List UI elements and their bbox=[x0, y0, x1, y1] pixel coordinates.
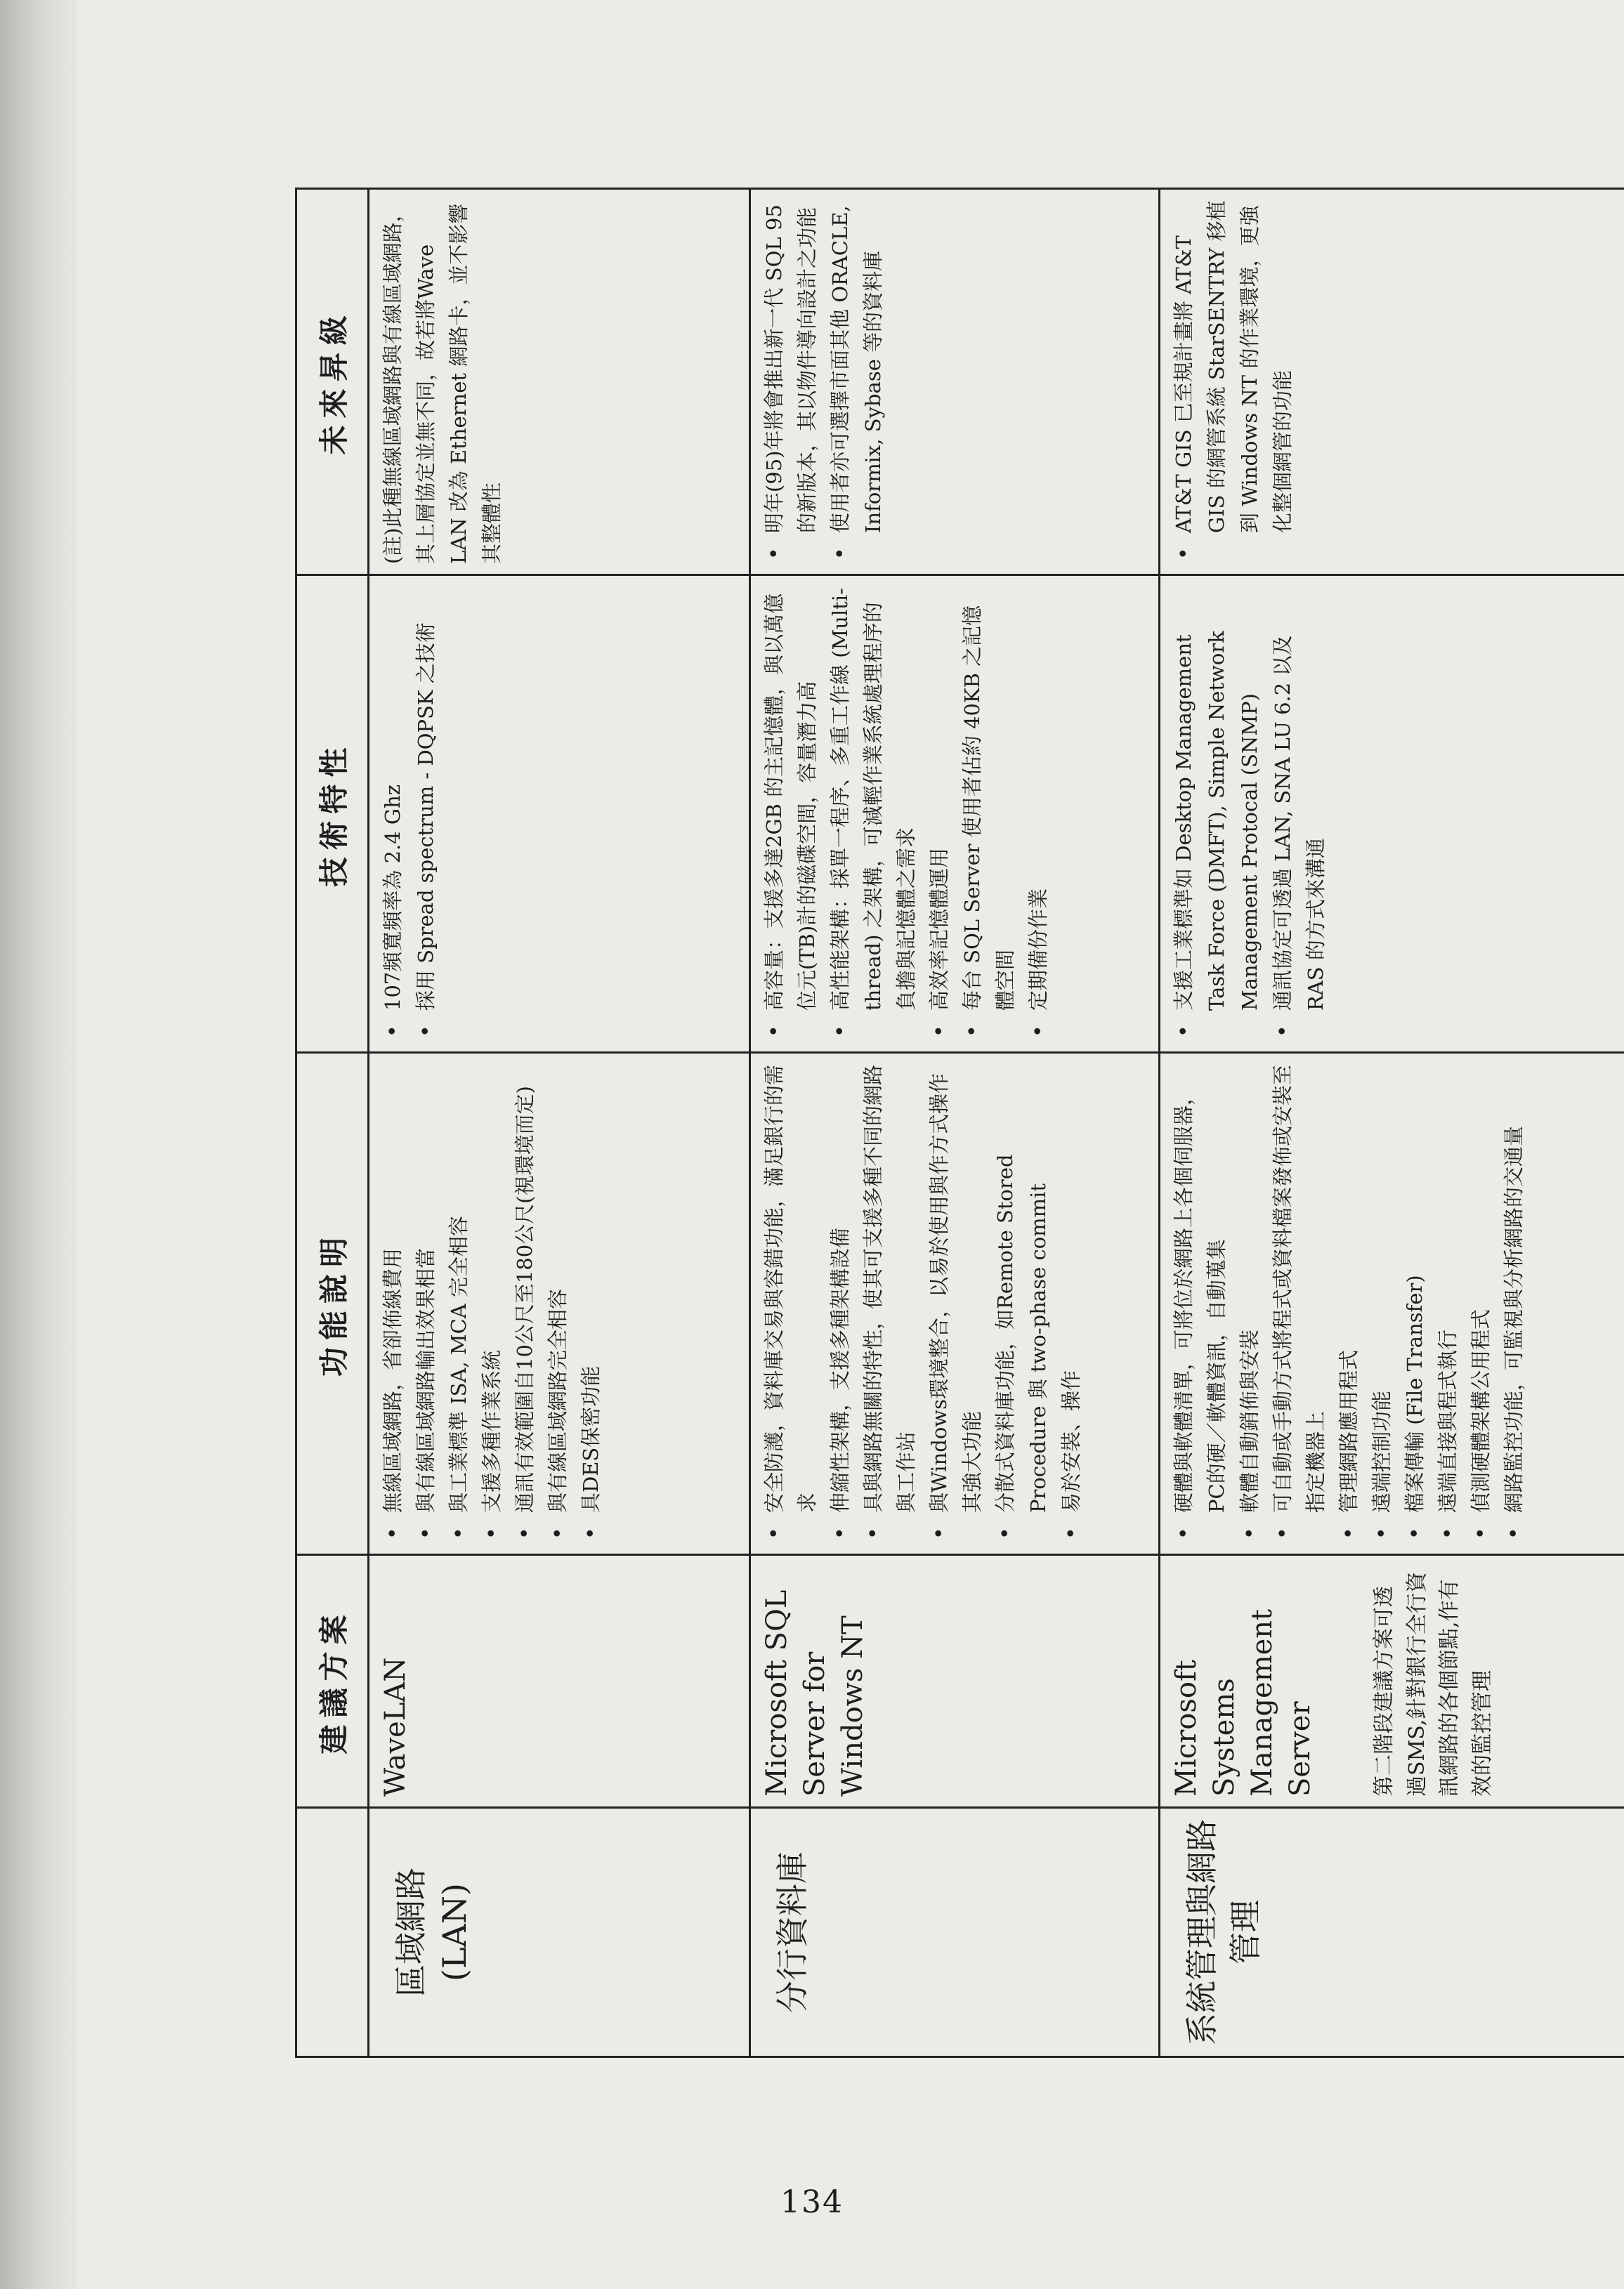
future-cell bbox=[1160, 189, 1624, 575]
list-item: • 與工業標準 ISA, MCA 完全相容 bbox=[443, 1063, 476, 1513]
list-item: • 通訊有效範圍自10公尺至180公尺(視環境而定) bbox=[509, 1063, 542, 1513]
solution-cell bbox=[369, 1555, 750, 1808]
list-item: • 遠端控制功能 bbox=[1366, 1063, 1399, 1513]
category-label: 分行資料庫 bbox=[773, 1851, 811, 2013]
list-item: • 具DES保密功能 bbox=[575, 1063, 608, 1513]
tech-list bbox=[1167, 586, 1332, 1042]
list-item: • 支援多種作業系統 bbox=[476, 1063, 509, 1513]
list-item: • 使用者亦可選擇市面其他 ORACLE, Informix, Sybase 等的資料庫 bbox=[824, 199, 890, 533]
list-item: • 與有線區域網路輸出效果相當 bbox=[410, 1063, 443, 1513]
list-item: • 每台 SQL Server 使用者佔約 40KB 之記憶體空間 bbox=[956, 586, 1022, 1011]
solution-cell bbox=[750, 1555, 1160, 1808]
future-cell bbox=[369, 189, 750, 575]
list-item: • 高容量：支援多達2GB 的主記憶體，與以萬億位元(TB)計的磁碟空間，容量潛力高 bbox=[758, 586, 824, 1011]
solution-name: WaveLAN bbox=[379, 1657, 412, 1797]
list-item: • 支援工業標準如 Desktop Management Task Force (DMFT), Simple Network Management Protocal (SNMP) bbox=[1167, 586, 1266, 1011]
table-header-row bbox=[296, 189, 369, 2057]
functions-cell bbox=[1160, 1053, 1624, 1555]
list-item: • 網路監控功能，可監視與分析網路的交通量 bbox=[1498, 1063, 1531, 1513]
list-item: • 檔案傳輸 (File Transfer) bbox=[1399, 1063, 1432, 1513]
future-list bbox=[1167, 199, 1299, 564]
rotated-table-container bbox=[295, 188, 1624, 2058]
page-number: 134 bbox=[780, 2184, 844, 2220]
list-item: • 與有線區域網路完全相容 bbox=[542, 1063, 575, 1513]
list-item: • AT&T GIS 已至規計畫將 AT&T GIS 的網管系統 StarSENTRY 移植到 Windows NT 的作業環境，更強化整個網管的功能 bbox=[1167, 199, 1299, 533]
list-item: • 軟體自動銷佈與安裝 bbox=[1233, 1063, 1266, 1513]
category-cell bbox=[369, 1808, 750, 2057]
list-item: • 遠端直接與程式執行 bbox=[1432, 1063, 1465, 1513]
header-future: 未來昇級 bbox=[296, 189, 369, 575]
tech-cell bbox=[1160, 575, 1624, 1053]
solution-cell bbox=[1160, 1555, 1624, 1808]
category-label: 系統管理與網路管理 bbox=[1183, 1819, 1265, 2045]
category-cell bbox=[1160, 1808, 1624, 2057]
functions-list bbox=[1167, 1063, 1531, 1544]
list-item: • 管理網路應用程式 bbox=[1332, 1063, 1366, 1513]
functions-list bbox=[758, 1063, 1088, 1544]
future-note: (註)此種無線區域網路與有線區域網路，其上層協定並無不同，故若將Wave LAN 改為 Ethernet 網路卡，並不影響其整體性 bbox=[381, 202, 504, 564]
tech-list bbox=[758, 586, 1055, 1042]
functions-list bbox=[376, 1063, 608, 1544]
tech-list bbox=[376, 586, 443, 1042]
list-item: • 與Windows環境整合，以易於使用與作方式操作其強大功能 bbox=[923, 1063, 989, 1513]
table-row-database bbox=[750, 189, 1160, 2057]
list-item: • 伸縮性架構，支援多種架構設備 bbox=[824, 1063, 857, 1513]
list-item: • 定期備份作業 bbox=[1022, 586, 1055, 1011]
list-item: • 通訊協定可透過 LAN, SNA LU 6.2 以及 RAS 的方式來溝通 bbox=[1266, 586, 1332, 1011]
list-item: • 無線區域網路，省卻佈線費用 bbox=[376, 1063, 410, 1513]
solution-note: 第二階段建議方案可透過SMS,針對銀行全行資訊網路的各個節點,作有效的監控管理 bbox=[1372, 1571, 1495, 1797]
list-item: • 硬體與軟體清單，可將位於網路上各個伺服器，PC的硬／軟體資訊，自動蒐集 bbox=[1167, 1063, 1233, 1513]
header-functions: 功能說明 bbox=[296, 1053, 369, 1555]
header-category bbox=[296, 1808, 369, 2057]
header-tech: 技術特性 bbox=[296, 575, 369, 1053]
list-item: • 易於安裝、操作 bbox=[1055, 1063, 1088, 1513]
category-cell bbox=[750, 1808, 1160, 2057]
future-list bbox=[758, 199, 890, 564]
table-row-lan bbox=[369, 189, 750, 2057]
list-item: • 分散式資料庫功能，如Remote Stored Procedure 與 two-phase commit bbox=[989, 1063, 1055, 1513]
list-item: • 具與網路無關的特性，使其可支援多種不同的網路與工作站 bbox=[857, 1063, 923, 1513]
list-item: • 採用 Spread spectrum - DQPSK 之技術 bbox=[410, 586, 443, 1011]
list-item: • 安全防護，資料庫交易與容錯功能，滿足銀行的需求 bbox=[758, 1063, 824, 1513]
tech-cell bbox=[750, 575, 1160, 1053]
table-row-management bbox=[1160, 189, 1624, 2057]
header-solution: 建議方案 bbox=[296, 1555, 369, 1808]
solution-name: Microsoft Systems Management Server bbox=[1170, 1608, 1316, 1797]
future-cell bbox=[750, 189, 1160, 575]
list-item: • 高效率記憶體運用 bbox=[923, 586, 956, 1011]
solution-name: Microsoft SQL Server for Windows NT bbox=[761, 1589, 869, 1797]
list-item: • 明年(95)年將會推出新一代 SQL 95 的新版本，其以物件導向設計之功能 bbox=[758, 199, 824, 533]
list-item: • 偵測硬體架構公用程式 bbox=[1465, 1063, 1498, 1513]
tech-cell bbox=[369, 575, 750, 1053]
list-item: • 高性能架構：採單一程序、多重工作線 (Multi-thread) 之架構，可減輕作業系統處理程序的負擔與記憶體之需求 bbox=[824, 586, 923, 1011]
category-label: 區域網路 (LAN) bbox=[392, 1868, 474, 1997]
functions-cell bbox=[750, 1053, 1160, 1555]
functions-cell bbox=[369, 1053, 750, 1555]
list-item: • 可自動或手動方式將程式或資料檔案發佈或安裝至指定機器上 bbox=[1266, 1063, 1332, 1513]
list-item: • 107頻寬頻率為 2.4 Ghz bbox=[376, 586, 410, 1011]
page-binding-shadow bbox=[0, 0, 77, 2289]
comparison-table bbox=[295, 188, 1624, 2058]
